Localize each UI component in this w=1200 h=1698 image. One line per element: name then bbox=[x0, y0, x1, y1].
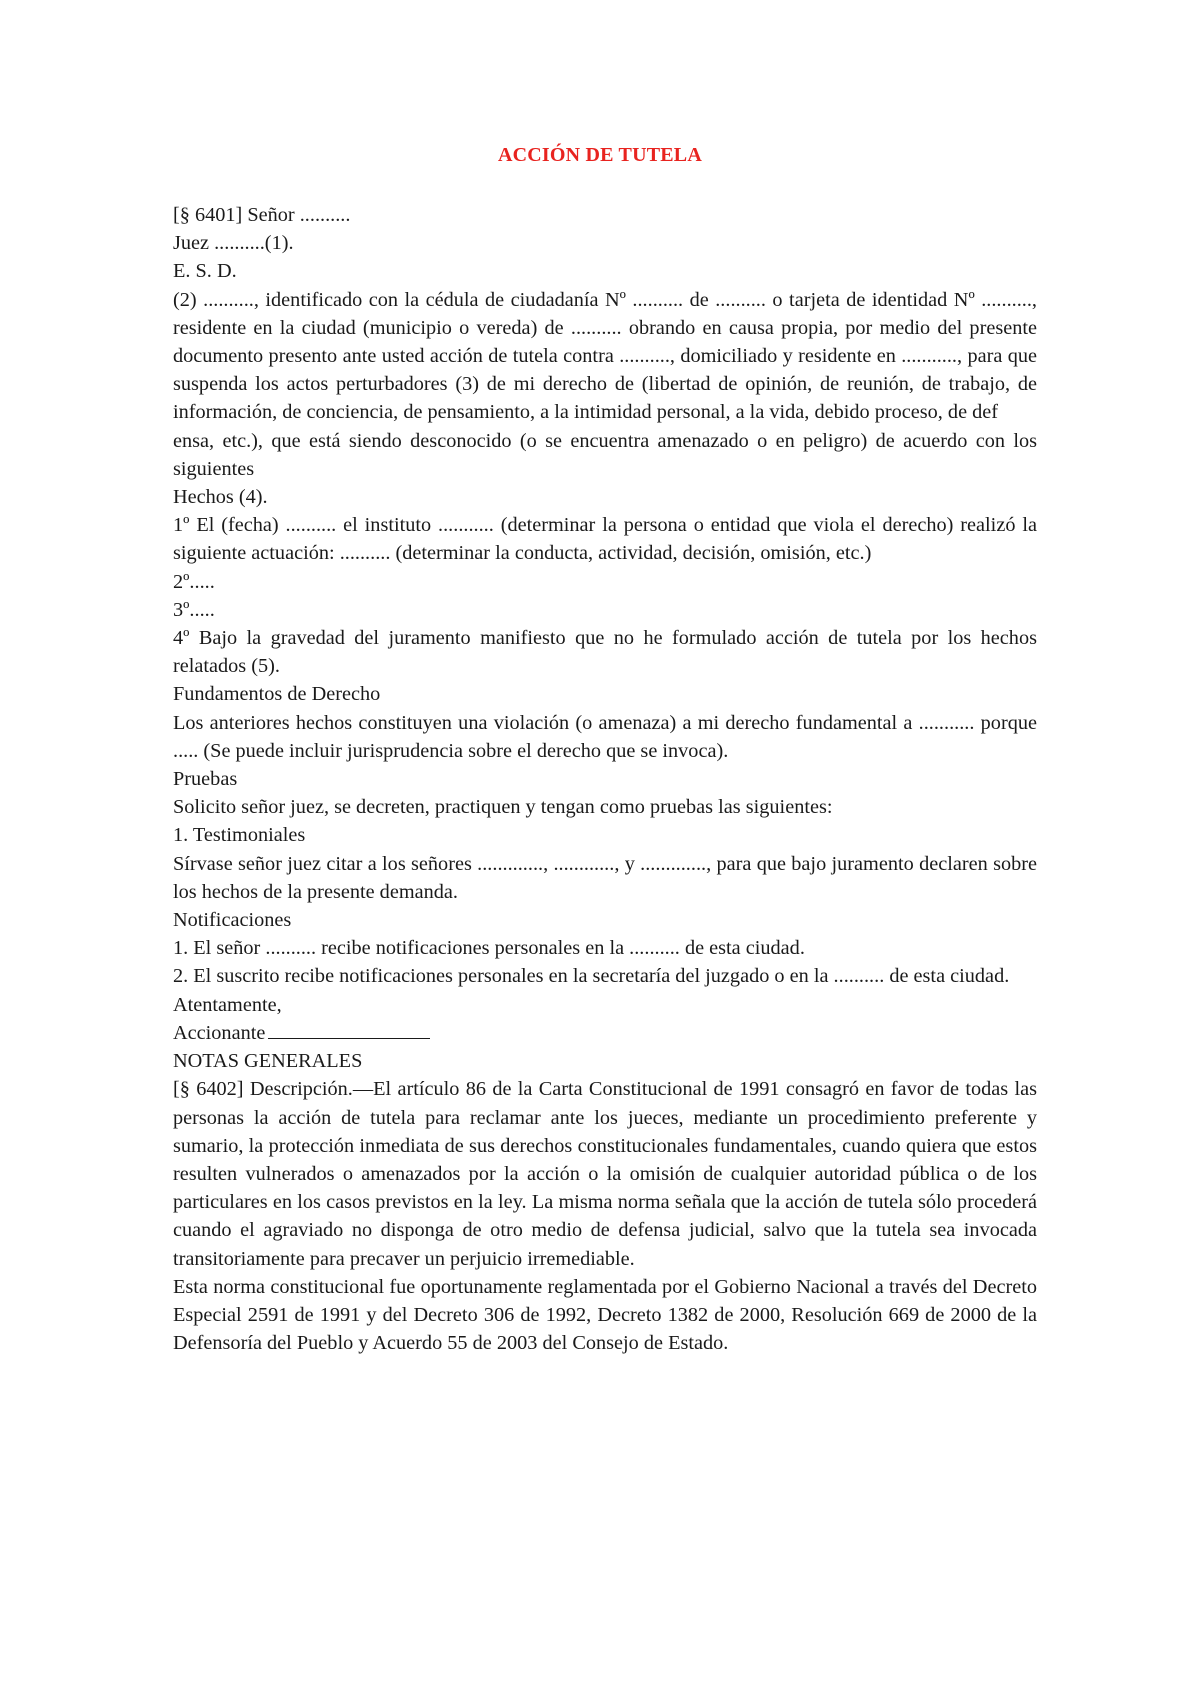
salutation-line: [§ 6401] Señor .......... bbox=[173, 204, 351, 226]
notification-1: 1. El señor .......... recibe notificaciones personales en la .......... de esta ciudad. bbox=[173, 937, 805, 960]
notifications-heading: Notificaciones bbox=[173, 909, 292, 932]
petition-continuation: ensa, etc.), que está siendo desconocido (o se encuentra amenazado o en peligro) de acuerdo con los siguientes bbox=[173, 429, 1037, 480]
testimonial-paragraph: Sírvase señor juez citar a los señores ............., ............, y ............., para que bajo juramento declaren sobre los hechos de la presente demanda. bbox=[173, 852, 1037, 903]
petition-paragraph: (2) .........., identificado con la cédula de ciudadanía Nº .......... de .......... o tarjeta de identidad Nº .........., residente en la ciudad (municipio o vereda) de .......... obrando en causa propia, por medio del presente documento presento ante usted acción de tutela contra .........., domiciliado y residente en ..........., para que suspenda los actos perturbadores (3) de mi derecho de (libertad de opinión, de reunión, de trabajo, de información, de conciencia, de pensamiento, a la intimidad personal, a la vida, debido proceso, de def bbox=[173, 288, 1037, 424]
notification-2: 2. El suscrito recibe notificaciones personales en la secretaría del juzgado o en la .......... de esta ciudad. bbox=[173, 965, 1010, 988]
document-body bbox=[173, 201, 1037, 1357]
legal-basis-heading: Fundamentos de Derecho bbox=[173, 683, 381, 706]
description-paragraph: [§ 6402] Descripción.—El artículo 86 de la Carta Constitucional de 1991 consagró en favor de todas las personas la acción de tutela para reclamar ante los jueces, mediante un procedimiento preferente y sumario, la protección inmediata de sus derechos constitucionales fundamentales, cuando quiera que estos resulten vulnerados o amenazados por la acción o la omisión de cualquier autoridad pública o de los particulares en los casos previstos en la ley. La misma norma señala que la acción de tutela sólo procederá cuando el agraviado no disponga de otro medio de defensa judicial, salvo que la tutela sea invocada transitoriamente para precaver un perjuicio irremediable. bbox=[173, 1078, 1037, 1270]
document-title: ACCIÓN DE TUTELA bbox=[498, 144, 702, 166]
signature-line bbox=[268, 1020, 430, 1039]
regulation-paragraph: Esta norma constitucional fue oportunamente reglamentada por el Gobierno Nacional a través del Decreto Especial 2591 de 1991 y del Decreto 306 de 1992, Decreto 1382 de 2000, Resolución 669 de 2000 de la Defensoría del Pueblo y Acuerdo 55 de 2003 del Consejo de Estado. bbox=[173, 1275, 1037, 1355]
evidence-request: Solicito señor juez, se decreten, practiquen y tengan como pruebas las siguientes: bbox=[173, 796, 833, 819]
judge-line: Juez ..........(1). bbox=[173, 232, 294, 255]
evidence-heading: Pruebas bbox=[173, 768, 238, 791]
general-notes-heading: NOTAS GENERALES bbox=[173, 1050, 363, 1073]
signature-block bbox=[173, 1019, 1037, 1047]
fact-3: 3º..... bbox=[173, 598, 215, 621]
fact-2: 2º..... bbox=[173, 570, 215, 593]
testimonial-item: 1. Testimoniales bbox=[173, 824, 306, 847]
esd-line: E. S. D. bbox=[173, 260, 237, 283]
closing-line: Atentamente, bbox=[173, 993, 282, 1016]
legal-basis-paragraph: Los anteriores hechos constituyen una violación (o amenaza) a mi derecho fundamental a ........... porque ..... (Se puede incluir jurisprudencia sobre el derecho que se invoca). bbox=[173, 711, 1037, 762]
facts-heading: Hechos (4). bbox=[173, 486, 268, 509]
signature-label: Accionante bbox=[173, 1021, 266, 1044]
fact-4: 4º Bajo la gravedad del juramento manifiesto que no he formulado acción de tutela por los hechos relatados (5). bbox=[173, 627, 1037, 678]
fact-1: 1º El (fecha) .......... el instituto ........... (determinar la persona o entidad que viola el derecho) realizó la siguiente actuación: .......... (determinar la conducta, actividad, decisión, omisión, etc.) bbox=[173, 514, 1037, 565]
